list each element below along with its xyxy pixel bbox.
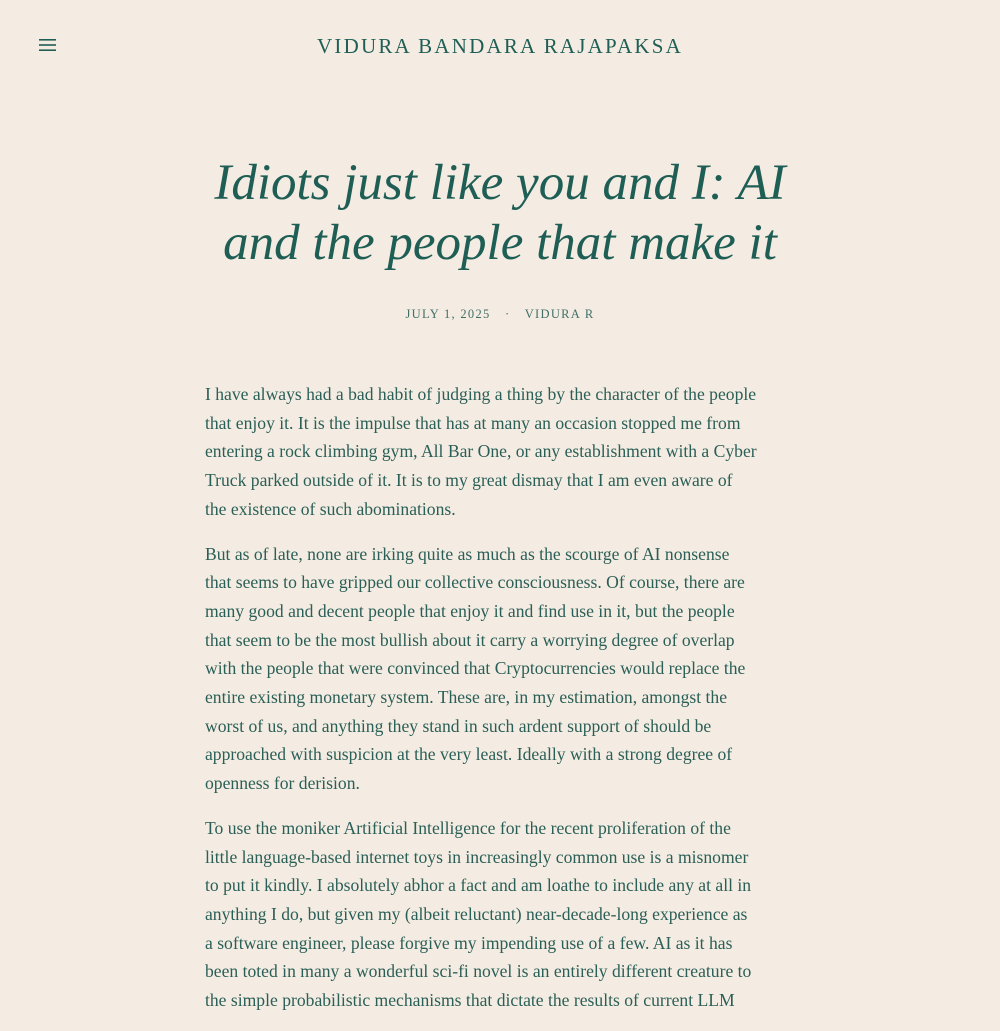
paragraph-line: the existence of such abominations.: [205, 498, 456, 519]
paragraph-line: been toted in many a wonderful sci-fi novel is an entirely different creature to: [205, 961, 752, 982]
article-title-line-2: and the people that make it: [223, 215, 777, 271]
paragraph-line: openness for derision.: [205, 773, 360, 794]
paragraph-line: that seems to have gripped our collective consciousness. Of course, there are: [205, 572, 745, 593]
site-title: [0, 34, 1000, 59]
article-body: [205, 380, 805, 1031]
article-title: [0, 153, 1000, 273]
paragraph-line: with the people that were convinced that Cryptocurrencies would replace the: [205, 658, 746, 679]
paragraph-line: little language-based internet toys in increasingly common use is a misnomer: [205, 846, 749, 867]
paragraph-line: entire existing monetary system. These are, in my estimation, amongst the: [205, 687, 727, 708]
post-author[interactable]: VIDURA R: [524, 307, 595, 321]
paragraph-line: entering a rock climbing gym, All Bar One, or any establishment with a Cyber: [205, 441, 757, 462]
paragraph-line: a software engineer, please forgive my impending use of a few. AI as it has: [205, 932, 733, 953]
paragraph-line: to put it kindly. I absolutely abhor a fact and am loathe to include any at all in: [205, 875, 752, 896]
paragraph-3: [205, 814, 805, 1015]
paragraph-line: To use the moniker Artificial Intelligence for the recent proliferation of the: [205, 817, 731, 838]
paragraph-line: many good and decent people that enjoy it and find use in it, but the people: [205, 600, 735, 621]
meta-separator: ·: [505, 307, 511, 321]
paragraph-line: Truck parked outside of it. It is to my great dismay that I am even aware of: [205, 470, 733, 491]
paragraph-line: worst of us, and anything they stand in such ardent support of should be: [205, 715, 712, 736]
paragraph-line: the simple probabilistic mechanisms that dictate the results of current LLM: [205, 990, 735, 1011]
paragraph-line: that enjoy it. It is the impulse that has at many an occasion stopped me from: [205, 412, 741, 433]
post-date[interactable]: JULY 1, 2025: [405, 307, 491, 321]
paragraph-line: anything I do, but given my (albeit reluctant) near-decade-long experience as: [205, 903, 748, 924]
site-title-link[interactable]: VIDURA BANDARA RAJAPAKSA: [317, 34, 683, 58]
article-meta: [0, 307, 1000, 322]
paragraph-1: [205, 380, 805, 524]
paragraph-line: I have always had a bad habit of judging a thing by the character of the people: [205, 384, 757, 404]
article-title-line-1: Idiots just like you and I: AI: [214, 155, 786, 211]
paragraph-line: approached with suspicion at the very least. Ideally with a strong degree of: [205, 744, 733, 765]
paragraph-line: But as of late, none are irking quite as much as the scourge of AI nonsense: [205, 543, 730, 564]
paragraph-line: that seem to be the most bullish about it carry a worrying degree of overlap: [205, 629, 735, 650]
paragraph-2: [205, 540, 805, 798]
